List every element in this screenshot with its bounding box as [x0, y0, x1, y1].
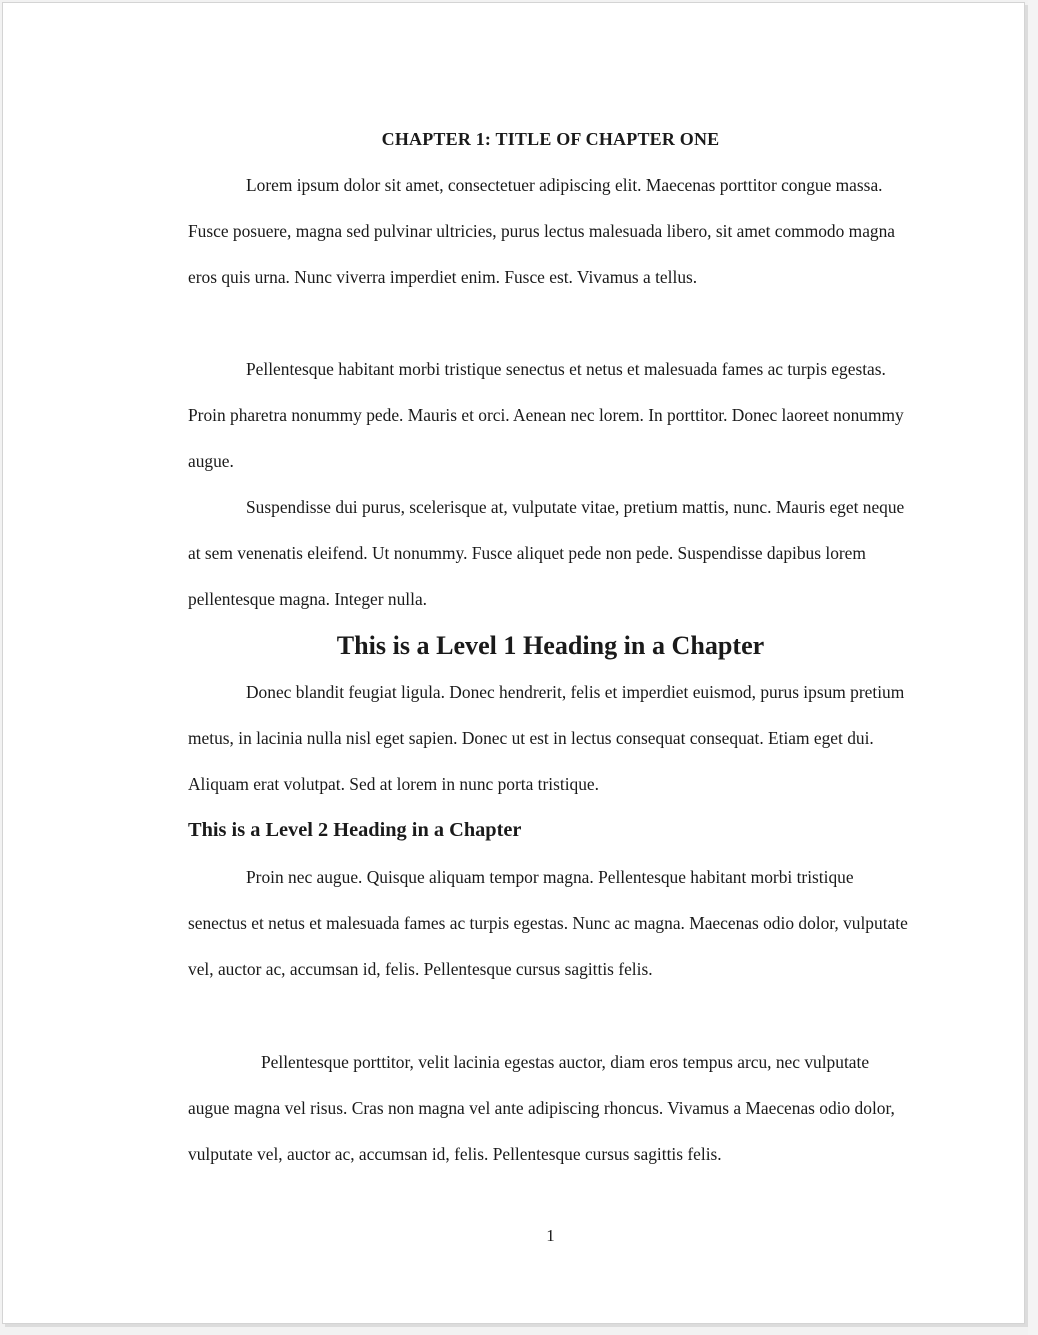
body-paragraph: Lorem ipsum dolor sit amet, consectetuer adipiscing elit. Maecenas porttitor congue massa. Fusce posuere, magna sed pulvinar ultricies, purus lectus malesuada libero, sit amet commodo magna eros quis urna. Nunc viverra imperdiet enim. Fusce est. Vivamus a tellus. — [188, 175, 896, 287]
document-page — [2, 2, 1025, 1324]
chapter-title: CHAPTER 1: TITLE OF CHAPTER ONE — [381, 129, 720, 149]
viewer-background — [1028, 0, 1038, 1335]
body-paragraph: Pellentesque porttitor, velit lacinia egestas auctor, diam eros tempus arcu, nec vulputate augue magna vel risus. Cras non magna vel ante adipiscing rhoncus. Vivamus a Maecenas odio dolor, vulputate vel, auctor ac, accumsan id, felis. Pellentesque cursus sagittis felis. — [188, 1052, 895, 1164]
level-1-heading: This is a Level 1 Heading in a Chapter — [336, 631, 765, 660]
body-paragraph: Proin nec augue. Quisque aliquam tempor magna. Pellentesque habitant morbi tristique senectus et netus et malesuada fames ac turpis egestas. Nunc ac magna. Maecenas odio dolor, vulputate vel, auctor ac, accumsan id, felis. Pellentesque cursus sagittis felis. — [188, 867, 908, 979]
page-number: 1 — [546, 1226, 555, 1245]
body-paragraph: Pellentesque habitant morbi tristique senectus et netus et malesuada fames ac turpis egestas. Proin pharetra nonummy pede. Mauris et orci. Aenean nec lorem. In porttitor. Donec laoreet nonummy augue. — [188, 359, 904, 471]
level-2-heading: This is a Level 2 Heading in a Chapter — [188, 819, 522, 841]
body-paragraph: Donec blandit feugiat ligula. Donec hendrerit, felis et imperdiet euismod, purus ipsum pretium metus, in lacinia nulla nisl eget sapien. Donec ut est in lectus consequat consequat. Etiam eget dui. Aliquam erat volutpat. Sed at lorem in nunc porta tristique. — [188, 682, 905, 794]
body-paragraph: Suspendisse dui purus, scelerisque at, vulputate vitae, pretium mattis, nunc. Mauris eget neque at sem venenatis eleifend. Ut nonummy. Fusce aliquet pede non pede. Suspendisse dapibus lorem pellentesque magna. Integer nulla. — [188, 497, 905, 609]
